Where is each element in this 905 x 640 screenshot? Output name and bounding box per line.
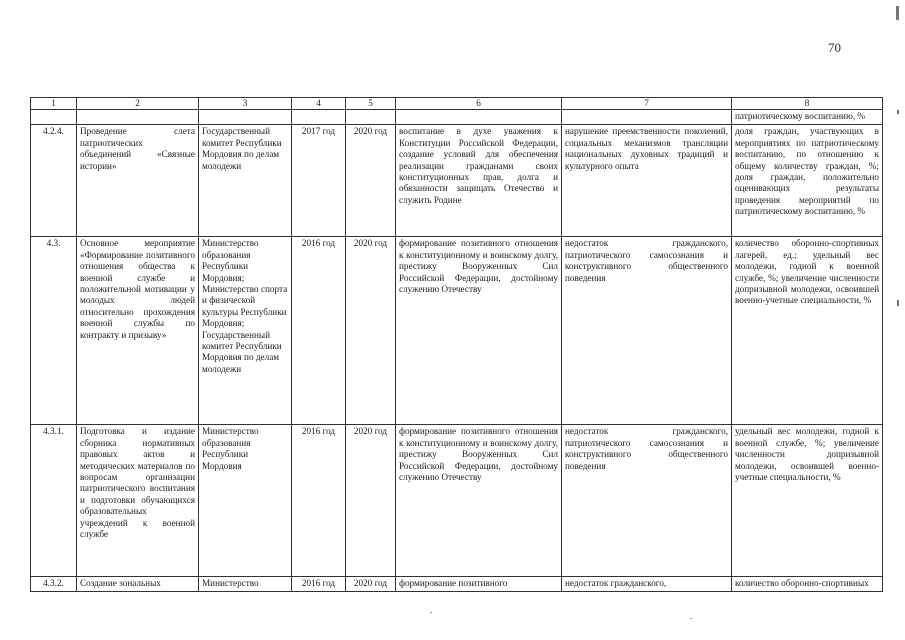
indicators: количество оборонно-спортивных лагерей, ед.; удельный вес молодежи, годной к военной службе, %; увеличение численности допризывной молодежи, освоившей военно-учетные специальности, % <box>732 237 883 425</box>
table-row <box>31 237 883 425</box>
end-year: 2020 год <box>346 125 396 237</box>
continuation-text: патриотическому воспитанию, % <box>732 110 883 125</box>
row-number: 4.3.1. <box>31 425 77 577</box>
column-number: 2 <box>77 98 199 110</box>
executor: Министерство <box>199 577 292 591</box>
measure-name: Проведение слета патриотических объединений «Связные истории» <box>77 125 199 237</box>
scan-speck <box>430 612 432 613</box>
continuation-row <box>31 110 883 125</box>
column-number: 3 <box>199 98 292 110</box>
non-implementation-consequences: нарушение преемственности поколений, социальных механизмов трансляции национальных духовных традиций и культурного опыта <box>562 125 732 237</box>
executor: Министерство образования Республики Мордовия; Министерство спорта и физической культуры Республики Мордовия; Государственный комитет Республики Мордовия по делам молодежи <box>199 237 292 425</box>
end-year: 2020 год <box>346 577 396 591</box>
column-number: 4 <box>292 98 346 110</box>
scan-speck <box>690 618 692 619</box>
column-number: 1 <box>31 98 77 110</box>
executor: Государственный комитет Республики Мордовия по делам молодежи <box>199 125 292 237</box>
row-number: 4.2.4. <box>31 125 77 237</box>
start-year: 2017 год <box>292 125 346 237</box>
scan-artifact <box>897 110 899 114</box>
scan-artifact <box>896 6 899 20</box>
row-number: 4.3.2. <box>31 577 77 591</box>
table-row <box>31 125 883 237</box>
start-year: 2016 год <box>292 577 346 591</box>
table-row <box>31 577 883 591</box>
page-number: 70 <box>828 40 841 55</box>
column-number: 6 <box>396 98 562 110</box>
executor: Министерство образования Республики Мордовия <box>199 425 292 577</box>
start-year: 2016 год <box>292 425 346 577</box>
measure-name: Создание зональных <box>77 577 199 591</box>
measure-name: Основное мероприятие «Формирование позитивного отношения общества к военной службе и положительной мотивации у молодых людей относительно прохождения военной службы по контракту и призыву» <box>77 237 199 425</box>
table-row <box>31 425 883 577</box>
expected-result: формирование позитивного <box>396 577 562 591</box>
expected-result: формирование позитивного отношения к конституционному и воинскому долгу, престижу Вооруженных Сил Российской Федерации, достойному служению Отечеству <box>396 425 562 577</box>
expected-result: формирование позитивного отношения к конституционному и воинскому долгу, престижу Вооруженных Сил Российской Федерации, достойному служению Отечеству <box>396 237 562 425</box>
column-number: 8 <box>732 98 883 110</box>
start-year: 2016 год <box>292 237 346 425</box>
expected-result: воспитание в духе уважения к Конституции Российской Федерации, создание условий для обеспечения реализации гражданами своих конституционных прав, долга и обязанности защищать Отечество и служить Родине <box>396 125 562 237</box>
scan-artifact <box>897 300 899 306</box>
end-year: 2020 год <box>346 425 396 577</box>
measure-name: Подготовка и издание сборника нормативных правовых актов и методических материалов по вопросам организации патриотического воспитания и подготовки обучающихся образовательных учреждений к военной службе <box>77 425 199 577</box>
indicators: удельный вес молодежи, годной к военной службе, %; увеличение численности допризывной молодежи, освоившей военно-учетные специальности, % <box>732 425 883 577</box>
non-implementation-consequences: недостаток гражданского, патриотического самосознания и конструктивного общественного поведения <box>562 425 732 577</box>
non-implementation-consequences: недостаток гражданского, патриотического самосознания и конструктивного общественного поведения <box>562 237 732 425</box>
column-number: 7 <box>562 98 732 110</box>
program-table <box>30 97 883 592</box>
row-number: 4.3. <box>31 237 77 425</box>
non-implementation-consequences: недостаток гражданского, <box>562 577 732 591</box>
end-year: 2020 год <box>346 237 396 425</box>
indicators: количество оборонно-спортивных <box>732 577 883 591</box>
column-number: 5 <box>346 98 396 110</box>
column-number-row <box>31 98 883 110</box>
indicators: доля граждан, участвующих в мероприятиях по патриотическому воспитанию, по отношению к общему количеству граждан, %; доля граждан, положительно оценивающих результаты проведения мероприятий по патриотическому воспитанию, % <box>732 125 883 237</box>
